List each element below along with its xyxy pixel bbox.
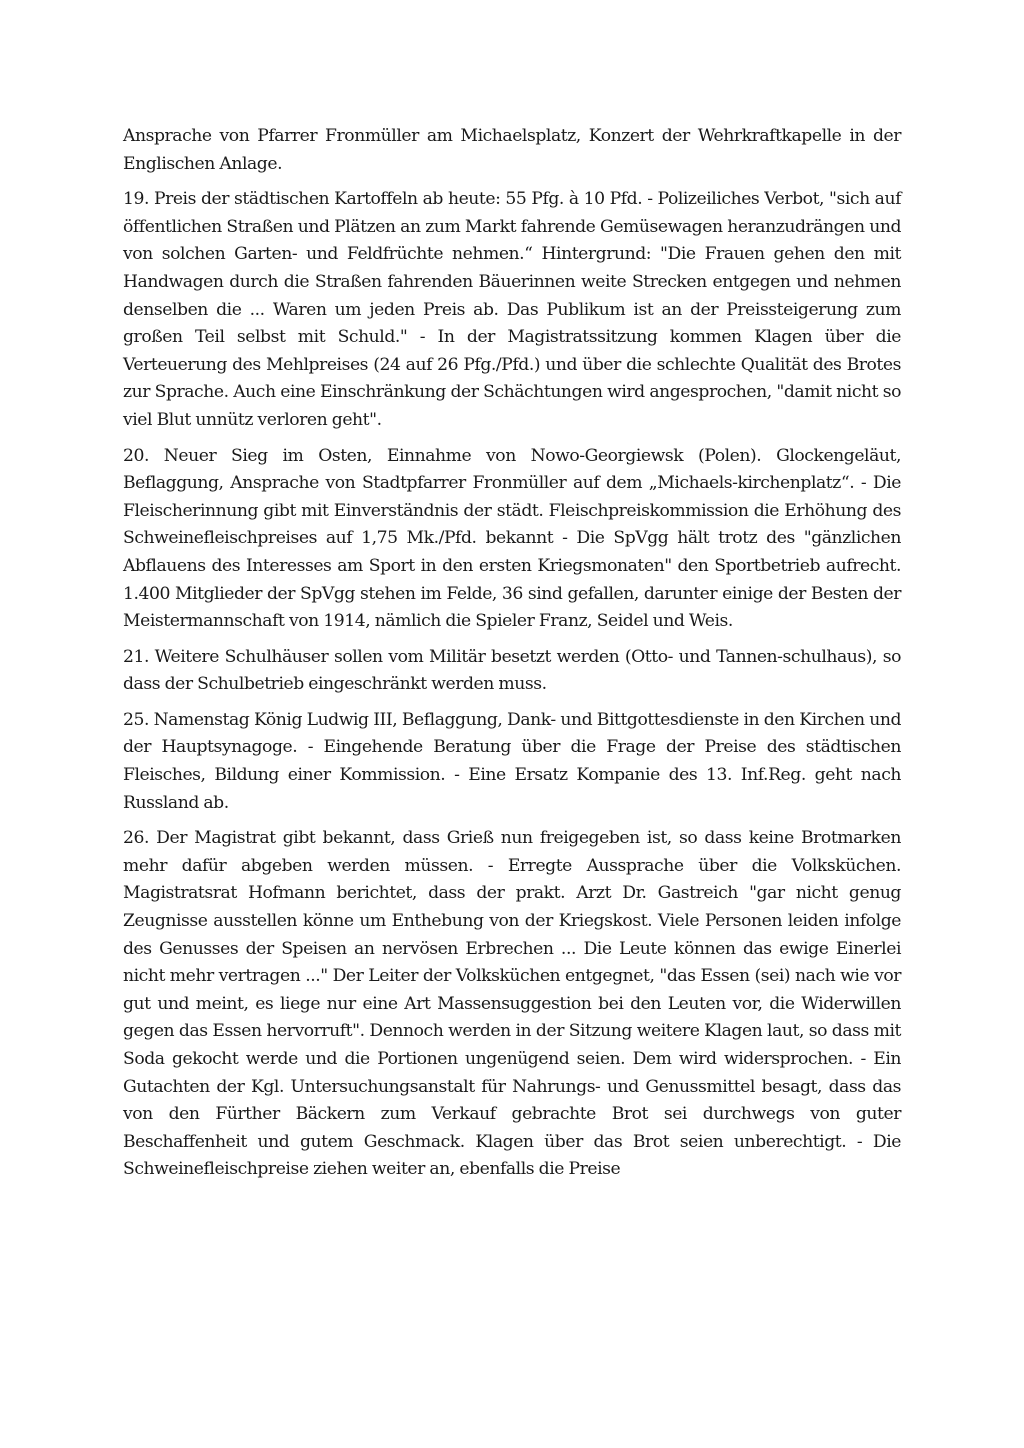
- paragraph-day-26: 26. Der Magistrat gibt bekannt, dass Grieß nun freigegeben ist, so dass keine Brotmarken mehr dafür abgeben werden müssen. - Erregte Aussprache über die Volksküchen. Magistratsrat Hofmann berichtet, dass der prakt. Arzt Dr. Gastreich "gar nicht genug Zeugnisse ausstellen könne um Enthebung von der Kriegskost. Viele Personen leiden infolge des Genusses der Speisen an nervösen Erbrechen ... Die Leute können das ewige Einerlei nicht mehr vertragen ..." Der Leiter der Volksküchen entgegnet, "das Essen (sei) nach wie vor gut und meint, es liege nur eine Art Massensuggestion bei den Leuten vor, die Widerwillen gegen das Essen hervorruft". Dennoch werden in der Sitzung weitere Klagen laut, so dass mit Soda gekocht werde und die Portionen ungenügend seien. Dem wird widersprochen. - Ein Gutachten der Kgl. Untersuchungsanstalt für Nahrungs- und Genussmittel besagt, dass das von den Fürther Bäckern zum Verkauf gebrachte Brot sei durchwegs von guter Beschaffenheit und gutem Geschmack. Klagen über das Brot seien unberechtigt. - Die Schweinefleischpreise ziehen weiter an, ebenfalls die Preise: [123, 828, 901, 1180]
- paragraph-day-20: 20. Neuer Sieg im Osten, Einnahme von Nowo-Georgiewsk (Polen). Glockengeläut, Beflaggung, Ansprache von Stadtpfarrer Fronmüller auf dem „Michaels-kirchenplatz“. - Die Fleischerinnung gibt mit Einverständnis der städt. Fleischpreiskommission die Erhöhung des Schweinefleischpreises auf 1,75 Mk./Pfd. bekannt - Die SpVgg hält trotz des "gänzlichen Abflauens des Interesses am Sport in den ersten Kriegsmonaten" den Sportbetrieb aufrecht. 1.400 Mitglieder der SpVgg stehen im Felde, 36 sind gefallen, darunter einige der Besten der Meistermannschaft von 1914, nämlich die Spieler Franz, Seidel und Weis.: [123, 445, 901, 632]
- document-page: [123, 123, 901, 1192]
- paragraph-day-25: 25. Namenstag König Ludwig III, Beflaggung, Dank- und Bittgottesdienste in den Kirchen und der Hauptsynagoge. - Eingehende Beratung über die Frage der Preise des städtischen Fleisches, Bildung einer Kommission. - Eine Ersatz Kompanie des 13. Inf.Reg. geht nach Russland ab.: [123, 709, 901, 813]
- paragraph-day-21: 21. Weitere Schulhäuser sollen vom Militär besetzt werden (Otto- und Tannen-schulhaus), so dass der Schulbetrieb eingeschränkt werden muss.: [123, 646, 901, 695]
- paragraph-day-19: 19. Preis der städtischen Kartoffeln ab heute: 55 Pfg. à 10 Pfd. - Polizeiliches Verbot, "sich auf öffentlichen Straßen und Plätzen an zum Markt fahrende Gemüsewagen heranzudrängen und von solchen Garten- und Feldfrüchte nehmen.“ Hintergrund: "Die Frauen gehen den mit Handwagen durch die Straßen fahrenden Bäuerinnen weite Strecken entgegen und nehmen denselben die ... Waren um jeden Preis ab. Das Publikum ist an der Preissteigerung zum großen Teil selbst mit Schuld." - In der Magistratssitzung kommen Klagen über die Verteuerung des Mehlpreises (24 auf 26 Pfg./Pfd.) und über die schlechte Qualität des Brotes zur Sprache. Auch eine Einschränkung der Schächtungen wird angesprochen, "damit nicht so viel Blut unnütz verloren geht".: [123, 189, 901, 430]
- paragraph-continuation: Ansprache von Pfarrer Fronmüller am Michaelsplatz, Konzert der Wehrkraftkapelle in der Englischen Anlage.: [123, 126, 901, 174]
